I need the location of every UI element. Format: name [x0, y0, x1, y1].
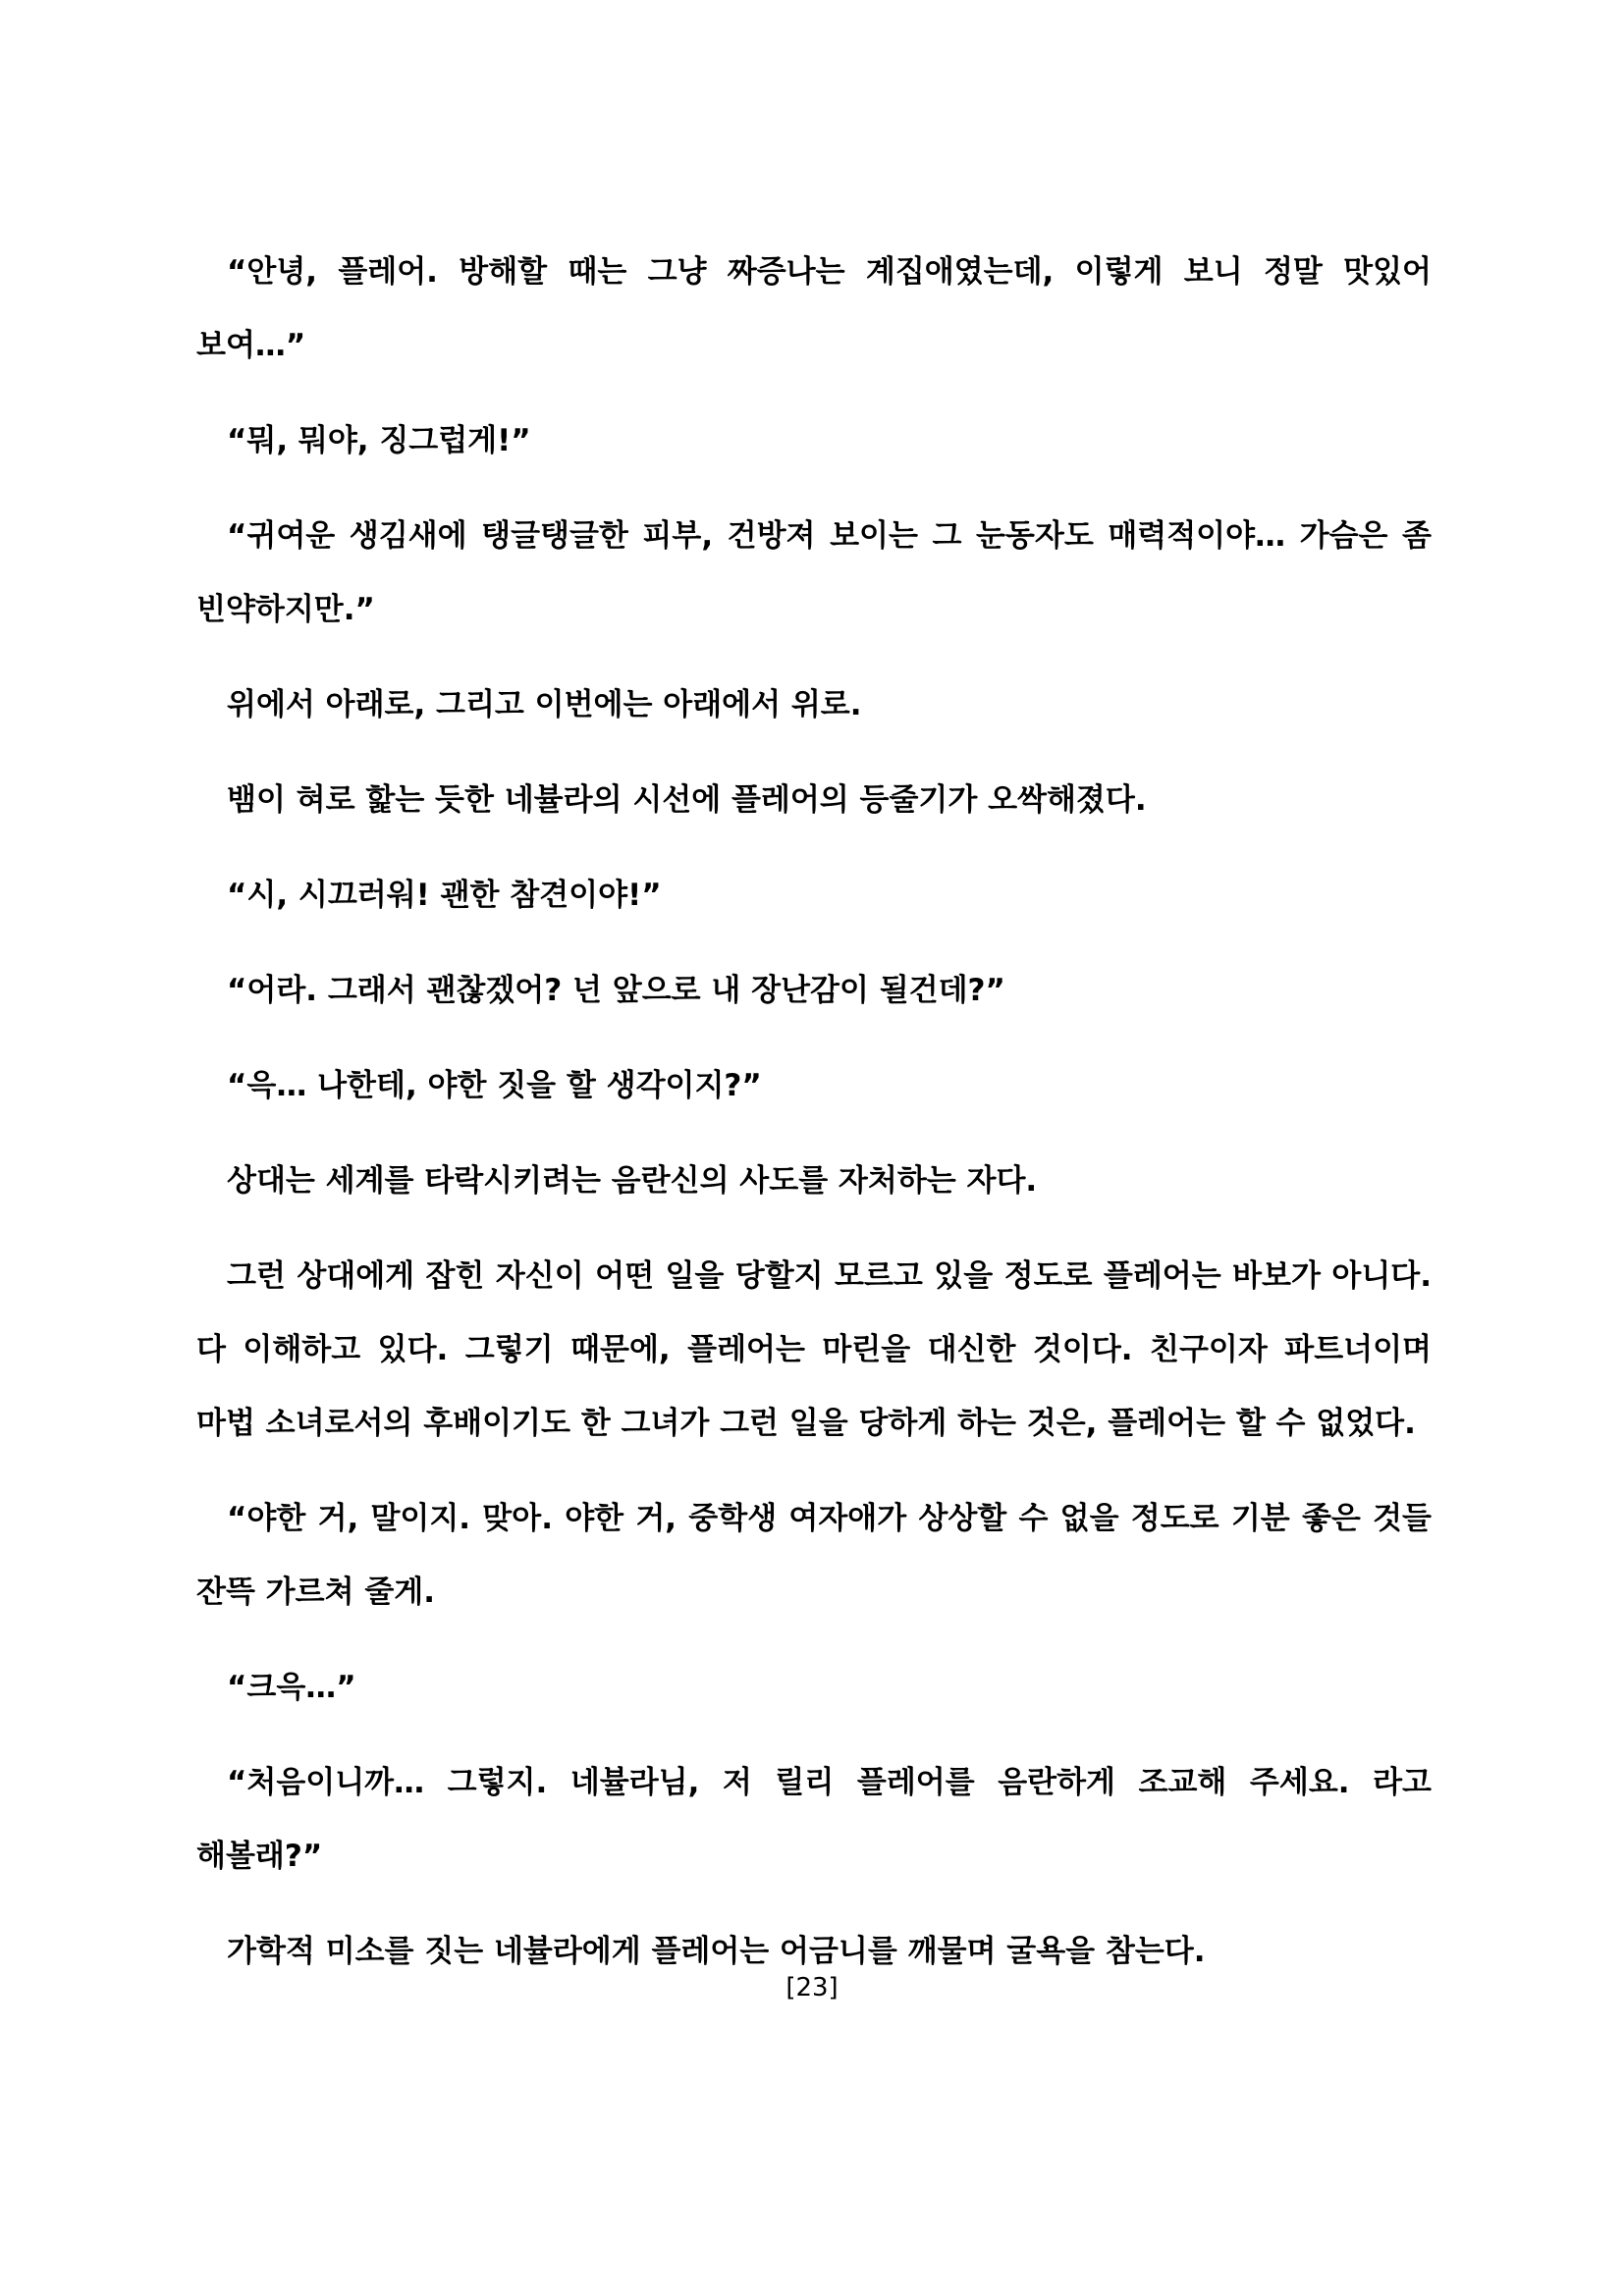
body-text: [196, 236, 1432, 2010]
paragraph-9: 상대는 세계를 타락시키려는 음란신의 사도를 자처하는 자다.: [227, 1163, 1038, 1199]
paragraph-10: 그런 상대에게 잡힌 자신이 어떤 일을 당할지 모르고 있을 정도로 플레어는 바보가 아니다. 다 이해하고 있다. 그렇기 때문에, 플레어는 마린을 대신한 것이다. 친구이자 파트너이며 마법 소녀로서의 후배이기도 한 그녀가 그런 일을 당하게 하는 것은, 플레어는 할 수 없었다.: [196, 1258, 1432, 1441]
page-number: [23]: [785, 1973, 839, 2002]
paragraph-14: 가학적 미소를 짓는 네뷸라에게 플레어는 어금니를 깨물며 굴욕을 참는다.: [227, 1934, 1206, 1969]
paragraph-12: “크윽…”: [227, 1670, 356, 1705]
paragraph-7: “어라. 그래서 괜찮겠어? 넌 앞으로 내 장난감이 될건데?”: [227, 973, 1005, 1008]
paragraph-2: “뭐, 뭐야, 징그럽게!”: [227, 423, 531, 458]
paragraph-1: “안녕, 플레어. 방해할 때는 그냥 짜증나는 계집애였는데, 이렇게 보니 정말 맛있어 보여…”: [196, 254, 1432, 363]
paragraph-5: 뱀이 혀로 핥는 듯한 네뷸라의 시선에 플레어의 등줄기가 오싹해졌다.: [227, 782, 1147, 818]
paragraph-13: “처음이니까… 그렇지. 네뷸라님, 저 릴리 플레어를 음란하게 조교해 주세요. 라고 해볼래?”: [196, 1765, 1432, 1874]
paragraph-11: “야한 거, 말이지. 맞아. 야한 거, 중학생 여자애가 상상할 수 없을 정도로 기분 좋은 것들 잔뜩 가르쳐 줄게.: [196, 1501, 1432, 1610]
paragraph-8: “윽… 나한테, 야한 짓을 할 생각이지?”: [227, 1068, 762, 1103]
paragraph-6: “시, 시끄러워! 괜한 참견이야!”: [227, 878, 662, 913]
paragraph-4: 위에서 아래로, 그리고 이번에는 아래에서 위로.: [227, 687, 862, 722]
paragraph-3: “귀여운 생김새에 탱글탱글한 피부, 건방져 보이는 그 눈동자도 매력적이야… 가슴은 좀 빈약하지만.”: [196, 518, 1432, 627]
